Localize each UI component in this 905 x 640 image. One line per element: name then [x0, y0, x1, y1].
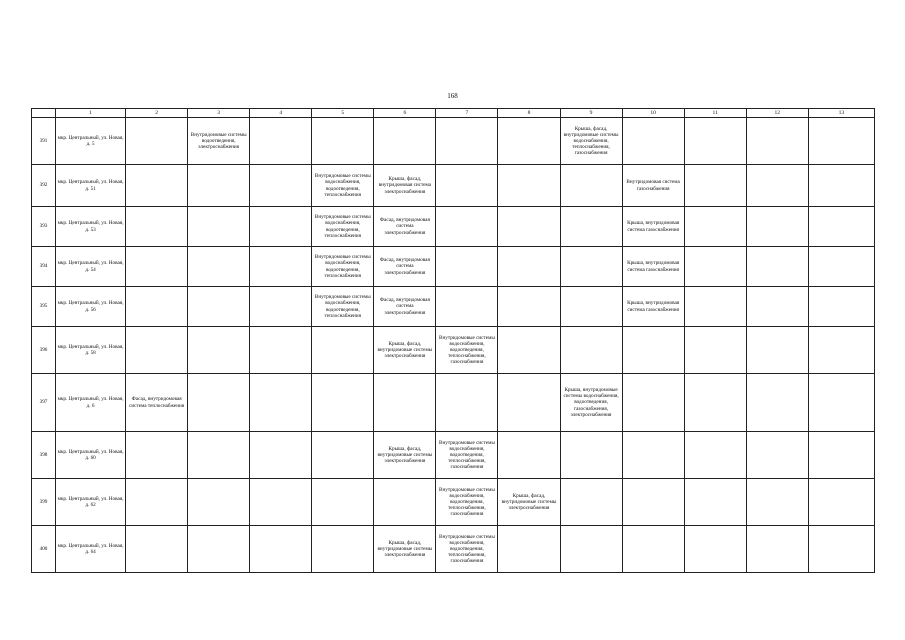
work-cell-col-3 — [188, 247, 250, 287]
work-cell-col-5 — [312, 432, 374, 479]
row-number: 392 — [32, 165, 56, 207]
work-cell-col-9 — [560, 526, 622, 573]
work-cell-col-2 — [126, 432, 188, 479]
work-cell-col-10 — [622, 526, 684, 573]
work-cell-col-13 — [808, 327, 874, 374]
work-cell-col-7: Внутридомовые системы водоснабжения, водоотведения, теплоснабжения, газоснабжения — [436, 526, 498, 573]
column-header-5: 5 — [312, 109, 374, 118]
table-row — [32, 247, 875, 287]
work-cell-col-4 — [250, 327, 312, 374]
column-header-4: 4 — [250, 109, 312, 118]
work-cell-col-12 — [746, 207, 808, 247]
address-cell: мкр. Центральный, ул. Новая, д. 51 — [56, 165, 126, 207]
work-cell-col-13 — [808, 374, 874, 432]
work-cell-col-5: Внутридомовые системы водоснабжения, водоотведения, теплоснабжения — [312, 287, 374, 327]
work-cell-col-6: Фасад, внутридомовая система электроснабжения — [374, 207, 436, 247]
work-cell-col-10 — [622, 432, 684, 479]
work-cell-col-3 — [188, 287, 250, 327]
work-cell-col-7: Внутридомовые системы водоснабжения, водоотведения, теплоснабжения, газоснабжения — [436, 327, 498, 374]
work-cell-col-4 — [250, 118, 312, 165]
work-cell-col-11 — [684, 374, 746, 432]
table-row — [32, 118, 875, 165]
work-cell-col-4 — [250, 287, 312, 327]
repair-schedule-table — [31, 108, 875, 573]
work-cell-col-12 — [746, 327, 808, 374]
work-cell-col-8 — [498, 327, 560, 374]
work-cell-col-4 — [250, 479, 312, 526]
row-number: 395 — [32, 287, 56, 327]
work-cell-col-11 — [684, 432, 746, 479]
work-cell-col-2 — [126, 479, 188, 526]
work-cell-col-12 — [746, 247, 808, 287]
work-cell-col-5 — [312, 479, 374, 526]
work-cell-col-4 — [250, 247, 312, 287]
row-number: 399 — [32, 479, 56, 526]
column-header-11: 11 — [684, 109, 746, 118]
work-cell-col-6 — [374, 374, 436, 432]
work-cell-col-6: Фасад, внутридомовая система электроснабжения — [374, 287, 436, 327]
column-header-6: 6 — [374, 109, 436, 118]
column-header-2: 2 — [126, 109, 188, 118]
table-row — [32, 374, 875, 432]
work-cell-col-10: Крыша, внутридомовая система газоснабжения — [622, 207, 684, 247]
work-cell-col-9 — [560, 327, 622, 374]
table-row — [32, 432, 875, 479]
work-cell-col-13 — [808, 247, 874, 287]
work-cell-col-9 — [560, 287, 622, 327]
work-cell-col-2: Фасад, внутридомовая система теплоснабжения — [126, 374, 188, 432]
work-cell-col-11 — [684, 247, 746, 287]
work-cell-col-11 — [684, 287, 746, 327]
work-cell-col-13 — [808, 165, 874, 207]
work-cell-col-8: Крыша, фасад, внутридомовые системы электроснабжения — [498, 479, 560, 526]
work-cell-col-7: Внутридомовые системы водоснабжения, водоотведения, теплоснабжения, газоснабжения — [436, 432, 498, 479]
work-cell-col-12 — [746, 165, 808, 207]
work-cell-col-10 — [622, 374, 684, 432]
work-cell-col-12 — [746, 526, 808, 573]
address-cell: мкр. Центральный, ул. Новая, д. 64 — [56, 526, 126, 573]
column-header-13: 13 — [808, 109, 874, 118]
work-cell-col-7 — [436, 207, 498, 247]
row-number: 397 — [32, 374, 56, 432]
column-header-9: 9 — [560, 109, 622, 118]
work-cell-col-5 — [312, 374, 374, 432]
work-cell-col-6: Фасад, внутридомовая система электроснабжения — [374, 247, 436, 287]
column-header-7: 7 — [436, 109, 498, 118]
address-cell: мкр. Центральный, ул. Новая, д. 60 — [56, 432, 126, 479]
work-cell-col-5 — [312, 327, 374, 374]
column-header-3: 3 — [188, 109, 250, 118]
work-cell-col-8 — [498, 118, 560, 165]
work-cell-col-6 — [374, 479, 436, 526]
work-cell-col-5: Внутридомовые системы водоснабжения, водоотведения, теплоснабжения — [312, 165, 374, 207]
work-cell-col-11 — [684, 207, 746, 247]
work-cell-col-6: Крыша, фасад, внутридомовые системы электроснабжения — [374, 526, 436, 573]
work-cell-col-8 — [498, 247, 560, 287]
work-cell-col-5 — [312, 526, 374, 573]
column-header-1: 1 — [56, 109, 126, 118]
work-cell-col-12 — [746, 479, 808, 526]
work-cell-col-3 — [188, 432, 250, 479]
work-cell-col-8 — [498, 165, 560, 207]
work-cell-col-13 — [808, 207, 874, 247]
work-cell-col-8 — [498, 526, 560, 573]
work-cell-col-5 — [312, 118, 374, 165]
address-cell: мкр. Центральный, ул. Новая, д. 5 — [56, 118, 126, 165]
row-number: 394 — [32, 247, 56, 287]
work-cell-col-7: Внутридомовые системы водоснабжения, водоотведения, теплоснабжения, газоснабжения — [436, 479, 498, 526]
work-cell-col-12 — [746, 287, 808, 327]
table-row — [32, 207, 875, 247]
row-number: 393 — [32, 207, 56, 247]
work-cell-col-13 — [808, 479, 874, 526]
column-header-12: 12 — [746, 109, 808, 118]
row-number: 391 — [32, 118, 56, 165]
work-cell-col-10 — [622, 118, 684, 165]
table-row — [32, 327, 875, 374]
table-row — [32, 526, 875, 573]
address-cell: мкр. Центральный, ул. Новая, д. 54 — [56, 247, 126, 287]
work-cell-col-8 — [498, 374, 560, 432]
work-cell-col-7 — [436, 287, 498, 327]
work-cell-col-11 — [684, 327, 746, 374]
work-cell-col-12 — [746, 374, 808, 432]
work-cell-col-2 — [126, 165, 188, 207]
work-cell-col-13 — [808, 118, 874, 165]
work-cell-col-10 — [622, 327, 684, 374]
work-cell-col-7 — [436, 247, 498, 287]
work-cell-col-2 — [126, 327, 188, 374]
work-cell-col-5: Внутридомовые системы водоснабжения, водоотведения, теплоснабжения — [312, 207, 374, 247]
work-cell-col-10 — [622, 479, 684, 526]
work-cell-col-10: Крыша, внутридомовая система газоснабжения — [622, 247, 684, 287]
work-cell-col-10: Внутридомовая система газоснабжения — [622, 165, 684, 207]
work-cell-col-2 — [126, 287, 188, 327]
table-row — [32, 165, 875, 207]
work-cell-col-2 — [126, 526, 188, 573]
work-cell-col-2 — [126, 207, 188, 247]
work-cell-col-6 — [374, 118, 436, 165]
page-number: 168 — [447, 92, 458, 100]
column-header-8: 8 — [498, 109, 560, 118]
work-cell-col-4 — [250, 526, 312, 573]
address-cell: мкр. Центральный, ул. Новая, д. 56 — [56, 287, 126, 327]
table-row — [32, 479, 875, 526]
row-number: 396 — [32, 327, 56, 374]
work-cell-col-2 — [126, 118, 188, 165]
work-cell-col-13 — [808, 526, 874, 573]
work-cell-col-4 — [250, 207, 312, 247]
column-header-10: 10 — [622, 109, 684, 118]
work-cell-col-4 — [250, 374, 312, 432]
work-cell-col-4 — [250, 432, 312, 479]
work-cell-col-3 — [188, 374, 250, 432]
work-cell-col-7 — [436, 165, 498, 207]
work-cell-col-10: Крыша, внутридомовая система газоснабжения — [622, 287, 684, 327]
work-cell-col-11 — [684, 479, 746, 526]
work-cell-col-3 — [188, 165, 250, 207]
row-number: 398 — [32, 432, 56, 479]
work-cell-col-9 — [560, 247, 622, 287]
work-cell-col-11 — [684, 526, 746, 573]
work-cell-col-7 — [436, 374, 498, 432]
work-cell-col-2 — [126, 247, 188, 287]
work-cell-col-9 — [560, 432, 622, 479]
table-row — [32, 287, 875, 327]
address-cell: мкр. Центральный, ул. Новая, д. 53 — [56, 207, 126, 247]
table-header-row — [32, 109, 875, 118]
work-cell-col-8 — [498, 432, 560, 479]
work-cell-col-6: Крыша, фасад, внутридомовая система электроснабжения — [374, 165, 436, 207]
work-cell-col-9 — [560, 479, 622, 526]
work-cell-col-6: Крыша, фасад, внутридомовые системы электроснабжения — [374, 432, 436, 479]
work-cell-col-13 — [808, 432, 874, 479]
work-cell-col-9: Крыша, внутридомовые системы водоснабжения, водоотведения, газоснабжения, электроснабжения — [560, 374, 622, 432]
work-cell-col-3 — [188, 327, 250, 374]
address-cell: мкр. Центральный, ул. Новая, д. 58 — [56, 327, 126, 374]
work-cell-col-3: Внутридомовые системы водоотведения, электроснабжения — [188, 118, 250, 165]
work-cell-col-4 — [250, 165, 312, 207]
work-cell-col-6: Крыша, фасад, внутридомовые системы электроснабжения — [374, 327, 436, 374]
work-cell-col-3 — [188, 207, 250, 247]
work-cell-col-9 — [560, 165, 622, 207]
work-cell-col-3 — [188, 526, 250, 573]
work-cell-col-9 — [560, 207, 622, 247]
work-cell-col-8 — [498, 207, 560, 247]
row-number: 400 — [32, 526, 56, 573]
address-cell: мкр. Центральный, ул. Новая, д. 6 — [56, 374, 126, 432]
work-cell-col-12 — [746, 118, 808, 165]
work-cell-col-13 — [808, 287, 874, 327]
work-cell-col-9: Крыша, фасад, внутридомовые системы водоснабжения, теплоснабжения, газоснабжения — [560, 118, 622, 165]
work-cell-col-8 — [498, 287, 560, 327]
header-corner-cell — [32, 109, 56, 118]
work-cell-col-7 — [436, 118, 498, 165]
address-cell: мкр. Центральный, ул. Новая, д. 62 — [56, 479, 126, 526]
work-cell-col-11 — [684, 118, 746, 165]
work-cell-col-3 — [188, 479, 250, 526]
work-cell-col-11 — [684, 165, 746, 207]
work-cell-col-12 — [746, 432, 808, 479]
work-cell-col-5: Внутридомовые системы водоснабжения, водоотведения, теплоснабжения — [312, 247, 374, 287]
